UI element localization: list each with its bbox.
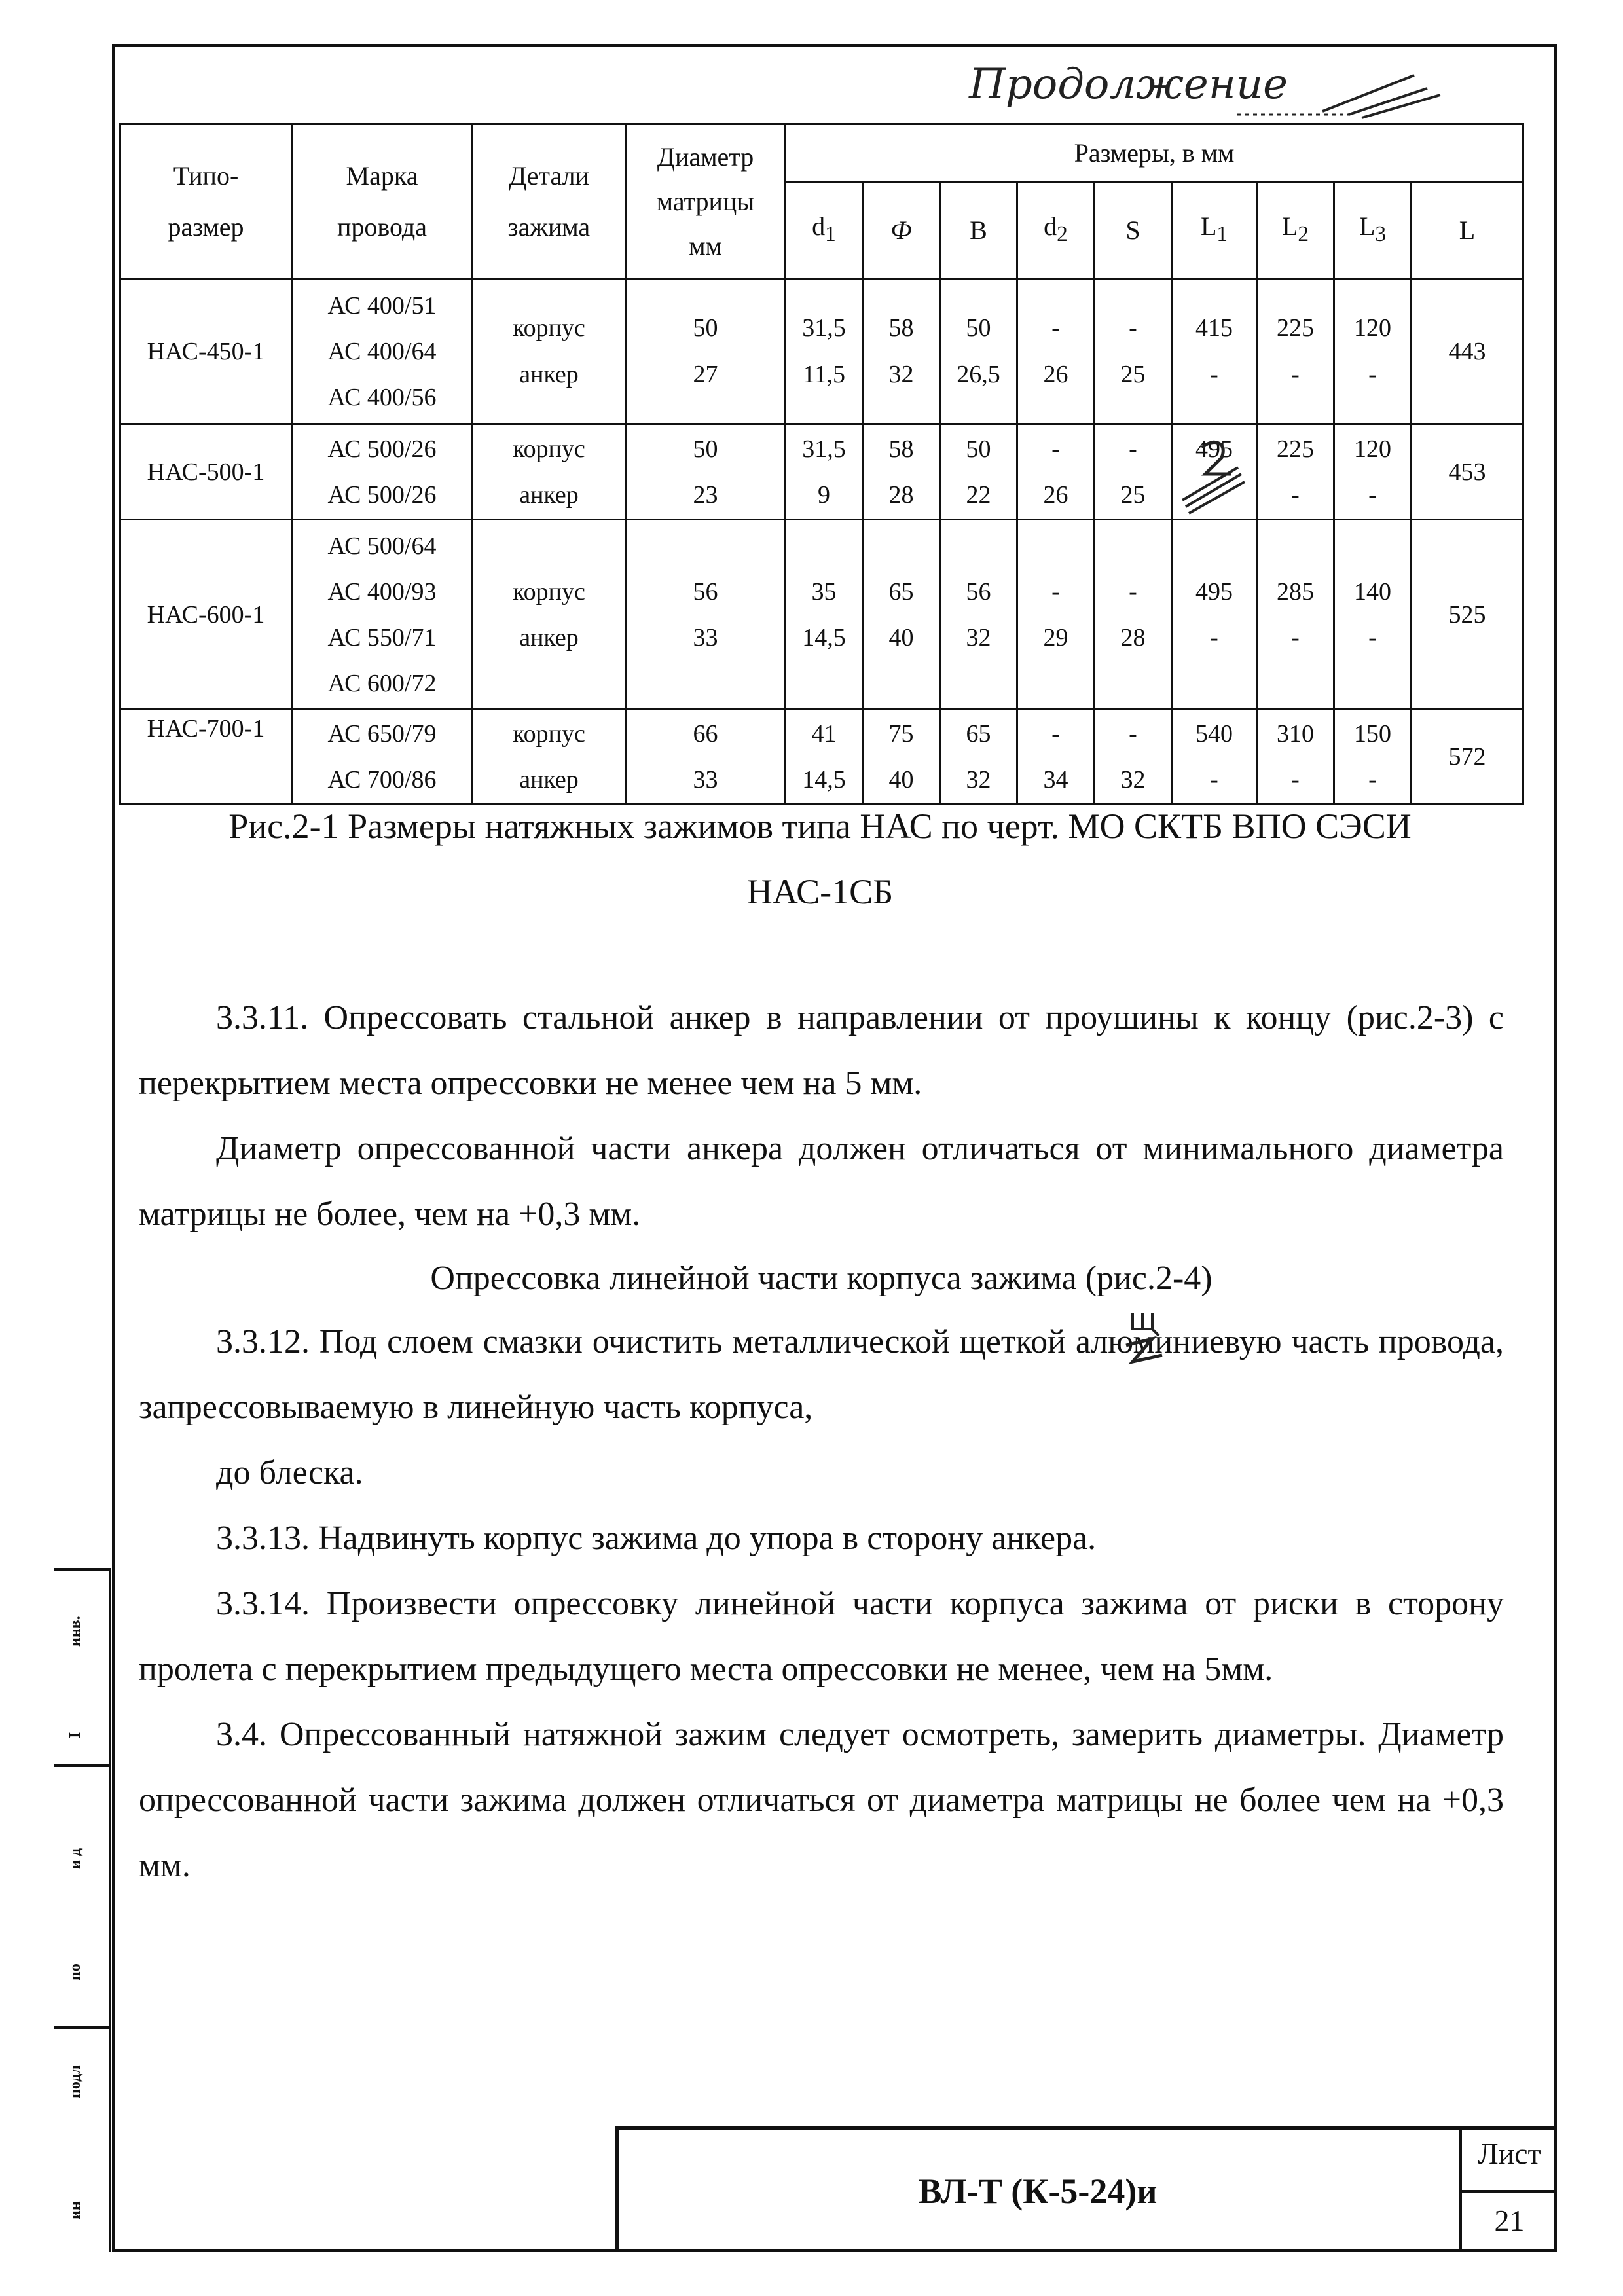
type-cell: НАС-600-1 — [120, 520, 292, 710]
header-parts: Детали зажима — [473, 124, 626, 279]
sidebar-podl: подл — [67, 2065, 84, 2098]
figure-caption — [118, 793, 1522, 924]
caption-line-2: НАС-1СБ — [746, 872, 894, 911]
sidebar-inv: инв. — [67, 1616, 84, 1647]
wire-cell: АС 500/26 АС 500/26 — [292, 424, 473, 520]
paragraph-3-3-13: 3.3.13. Надвинуть корпус зажима до упора в сторону анкера. — [216, 1520, 1097, 1557]
paragraph-anchor-diameter: Диаметр опрессованной части анкера должен отличаться от минимального диаметра матрицы не более, чем на +0,3 мм. — [139, 1130, 1504, 1233]
sidebar-id: и д — [67, 1848, 84, 1869]
body-text — [139, 985, 1504, 1899]
handwritten-correction-shch — [1113, 1300, 1185, 1372]
table-row: НАС-600-1 АС 500/64 АС 400/93 АС 550/71 АС 600/72 корпус анкер 56 33 35 14,5 65 40 56 32 - 29 - 28 495 - 285 - 140 - 525 — [120, 520, 1523, 710]
header-L1: $L_1$ — [1172, 182, 1257, 279]
wire-cell: АС 400/51 АС 400/64 АС 400/56 — [292, 279, 473, 424]
sheet-box — [1459, 2130, 1557, 2252]
header-type: Типо- размер — [120, 124, 292, 279]
handwritten-note-text: Продолжение — [969, 60, 1288, 109]
header-d2: $d_2$ — [1017, 182, 1095, 279]
header-die-diameter: Диаметр матрицы мм — [626, 124, 786, 279]
sidebar-sig: по — [67, 1963, 84, 1980]
handwritten-header-note — [956, 49, 1453, 128]
parts-cell: корпус анкер — [473, 279, 626, 424]
binding-sidebar — [54, 1568, 111, 2252]
paragraph-3-4: 3.4. Опрессованный натяжной зажим следует осмотреть, замерить диаметры. Диаметр опрессованной части зажима должен отличаться от диаметра матрицы не более чем на +0,3 мм. — [139, 1716, 1504, 1884]
header-S: S — [1095, 182, 1172, 279]
table-row: НАС-450-1 АС 400/51 АС 400/64 АС 400/56 корпус анкер 50 27 31,5 11,5 58 32 50 26,5 - 26 - 25 415 - 225 - 120 - 443 — [120, 279, 1523, 424]
table-row: НАС-700-1 АС 650/79 АС 700/86 корпус анкер 66 33 41 14,5 75 40 65 32 - 34 - 32 540 - 310 - 150 - 572 — [120, 710, 1523, 804]
sheet-number: 21 — [1462, 2190, 1557, 2251]
handwritten-correction-mark — [1176, 428, 1248, 517]
die-cell: 50 27 — [626, 279, 786, 424]
sidebar-in: ин — [67, 2201, 84, 2219]
type-cell: НАС-450-1 — [120, 279, 292, 424]
type-cell: НАС-500-1 — [120, 424, 292, 520]
sheet-label: Лист — [1478, 2137, 1541, 2170]
header-d1: $d_1$ — [786, 182, 863, 279]
header-wire: Марка провода — [292, 124, 473, 279]
header-L2: $L_2$ — [1257, 182, 1334, 279]
header-B: B — [940, 182, 1017, 279]
clamp-dimensions-table — [119, 123, 1524, 805]
title-block — [615, 2126, 1557, 2252]
sidebar-num: I — [67, 1732, 84, 1738]
section-subheading: Опрессовка линейной части корпуса зажима (рис.2-4) — [430, 1260, 1213, 1297]
paragraph-3-3-14: 3.3.14. Произвести опрессовку линейной части корпуса зажима от риски в сторону пролета с перекрытием предыдущего места опрессовки не менее, чем на 5мм. — [139, 1585, 1504, 1688]
header-L3: $L_3$ — [1334, 182, 1412, 279]
paragraph-3-3-11: 3.3.11. Опрессовать стальной анкер в направлении от проушины к концу (рис.2-3) с перекрытием места опрессовки не менее чем на 5 мм. — [139, 999, 1504, 1102]
header-dimensions: Размеры, в мм — [786, 124, 1523, 182]
paragraph-3-3-12: 3.3.12. Под слоем смазки очистить металлической щеткой алюминиевую часть провода, запрессовываемую в линейную часть корпуса, — [139, 1323, 1504, 1426]
table-row: НАС-500-1 АС 500/26 АС 500/26 корпус анкер 50 23 31,5 9 58 28 50 22 - 26 - 25 495 225 - 120 - 453 — [120, 424, 1523, 520]
wire-cell: АС 650/79 АС 700/86 — [292, 710, 473, 804]
header-L: L — [1412, 182, 1523, 279]
header-D: Ф — [863, 182, 940, 279]
paragraph-to-shine: до блеска. — [216, 1454, 363, 1491]
L1-corrected-cell: 495 — [1172, 424, 1257, 520]
wire-cell: АС 500/64 АС 400/93 АС 550/71 АС 600/72 — [292, 520, 473, 710]
document-code: ВЛ-Т (К-5-24)и — [918, 2171, 1158, 2211]
caption-line-1: Рис.2-1 Размеры натяжных зажимов типа НАС по черт. МО СКТБ ВПО СЭСИ — [228, 807, 1412, 846]
type-cell: НАС-700-1 — [120, 710, 292, 804]
